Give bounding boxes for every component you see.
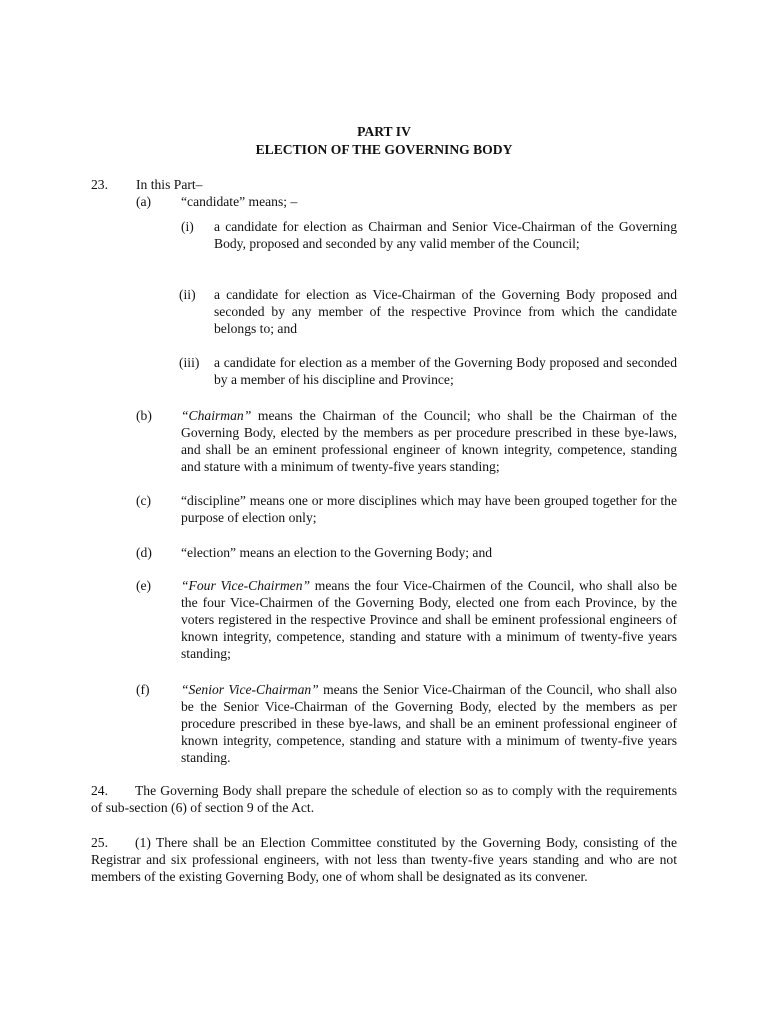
clause-d-text: “election” means an election to the Governing Body; and xyxy=(181,545,493,560)
part-title: PART IV xyxy=(357,124,411,139)
section-24 xyxy=(91,782,677,816)
clause-a-label: (a) xyxy=(136,194,152,209)
subclause-ii-label: (ii) xyxy=(179,287,196,302)
clause-b-label: (b) xyxy=(136,408,152,423)
clause-f-text xyxy=(181,681,677,766)
section-24-number: 24. xyxy=(91,783,108,798)
clause-e-term: “Four Vice-Chairmen” xyxy=(181,578,311,593)
clause-b-term: “Chairman” xyxy=(181,408,252,423)
clause-a-text: “candidate” means; – xyxy=(181,194,298,209)
clause-b-body: means the Chairman of the Council; who shall be the Chairman of the Governing Body, elected by the members as per procedure prescribed in these bye-laws, and shall be an eminent professional engineer of known integrity, competence, standing and stature with a minimum of twenty-five years standing; xyxy=(181,408,677,474)
subclause-iii-label: (iii) xyxy=(179,355,200,370)
section-24-text: The Governing Body shall prepare the schedule of election so as to comply with the requirements of sub-section (6) of section 9 of the Act. xyxy=(91,783,677,815)
section-23-intro: In this Part– xyxy=(136,177,203,192)
clause-e-body: means the four Vice-Chairmen of the Council, who shall also be the four Vice-Chairmen of the Governing Body, elected one from each Province, by the voters registered in the respective Province and shall be eminent professional engineers of known integrity, competence, standing and stature with a minimum of twenty-five years standing; xyxy=(181,578,677,661)
clause-f-label: (f) xyxy=(136,682,150,697)
subclause-i-label: (i) xyxy=(181,219,194,234)
clause-e-label: (e) xyxy=(136,578,152,593)
subclause-iii-text: a candidate for election as a member of the Governing Body proposed and seconded by a member of his discipline and Province; xyxy=(214,355,677,387)
section-25 xyxy=(91,834,677,885)
clause-e-text xyxy=(181,577,677,662)
clause-d-label: (d) xyxy=(136,545,152,560)
clause-f-body: means the Senior Vice-Chairman of the Council, who shall also be the Senior Vice-Chairman of the Governing Body, elected by the members as per procedure prescribed in these bye-laws, and shall be an eminent professional engineer of known integrity, competence, standing and stature with a minimum of twenty-five years standing. xyxy=(181,682,677,765)
part-subtitle: ELECTION OF THE GOVERNING BODY xyxy=(255,142,513,157)
clause-c-label: (c) xyxy=(136,493,152,508)
subclause-i-text: a candidate for election as Chairman and Senior Vice-Chairman of the Governing Body, proposed and seconded by any valid member of the Council; xyxy=(214,219,677,251)
section-23-number: 23. xyxy=(91,177,108,192)
clause-b-text xyxy=(181,407,677,475)
section-25-number: 25. xyxy=(91,835,108,850)
subclause-ii-text: a candidate for election as Vice-Chairman of the Governing Body proposed and seconded by any member of the respective Province from which the candidate belongs to; and xyxy=(214,287,677,336)
section-25-text: (1) There shall be an Election Committee constituted by the Governing Body, consisting of the Registrar and six professional engineers, with not less than twenty-five years standing and who are not members of the existing Governing Body, one of whom shall be designated as its convener. xyxy=(91,835,677,884)
clause-c-text: “discipline” means one or more disciplines which may have been grouped together for the purpose of election only; xyxy=(181,493,677,525)
clause-f-term: “Senior Vice-Chairman” xyxy=(181,682,319,697)
